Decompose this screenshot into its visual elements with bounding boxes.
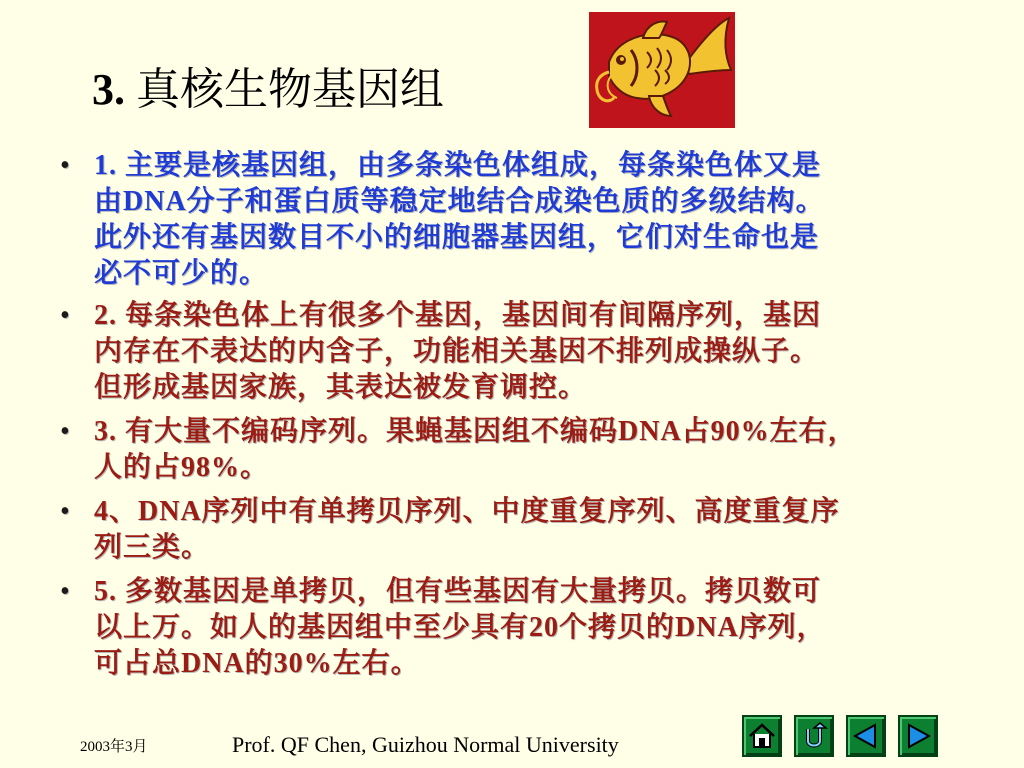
home-button[interactable] — [742, 715, 782, 757]
bullet-marker: • — [60, 576, 71, 607]
bullet-line — [94, 574, 990, 610]
bullet-marker: • — [60, 300, 71, 331]
bullet-line: 人的占98%。 — [94, 452, 270, 483]
return-button[interactable] — [794, 715, 834, 757]
footer-date: 2003年3月 — [80, 739, 148, 755]
bullet-marker: • — [60, 496, 71, 527]
fish-icon — [589, 12, 735, 128]
bullet-text: 主要是核基因组，由多条染色体组成，每条染色体又是 — [117, 150, 822, 181]
bullet-line — [94, 148, 990, 184]
bullet-number: 3. — [94, 416, 117, 447]
bullet-text: 多数基因是单拷贝，但有些基因有大量拷贝。拷贝数可 — [117, 576, 822, 607]
bullet-line: 必不可少的。 — [94, 258, 269, 289]
bullet-marker: • — [60, 150, 71, 181]
home-icon — [747, 721, 777, 751]
nav-buttons — [742, 715, 938, 757]
next-icon — [903, 721, 933, 751]
bullet-line: 列三类。 — [94, 532, 211, 563]
bullet-text: 、DNA序列中有单拷贝序列、中度重复序列、高度重复序 — [109, 496, 840, 527]
bullet-line: 可占总DNA的30%左右。 — [94, 648, 420, 679]
fish-logo — [589, 12, 735, 128]
bullet-line — [94, 298, 990, 334]
bullet-item-4 — [60, 494, 990, 566]
slide-title-text: 真核生物基因组 — [125, 65, 444, 114]
next-button[interactable] — [898, 715, 938, 757]
slide-title-number: 3. — [92, 65, 125, 114]
bullet-number: 2. — [94, 300, 117, 331]
bullet-text: 有大量不编码序列。果蝇基因组不编码DNA占90%左右， — [117, 416, 857, 447]
bullet-item-3 — [60, 414, 990, 486]
bullet-line: 由DNA分子和蛋白质等稳定地结合成染色质的多级结构。 — [94, 186, 825, 217]
bullet-line — [94, 494, 990, 530]
bullet-item-5 — [60, 574, 990, 682]
bullet-item-1 — [60, 148, 990, 292]
bullet-number: 5. — [94, 576, 117, 607]
bullet-list — [60, 148, 990, 682]
bullet-line — [94, 414, 990, 450]
bullet-line: 但形成基因家族，其表达被发育调控。 — [94, 372, 588, 403]
bullet-item-2 — [60, 298, 990, 406]
bullet-line: 以上万。如人的基因组中至少具有20个拷贝的DNA序列， — [94, 612, 826, 643]
bullet-line: 此外还有基因数目不小的细胞器基因组，它们对生命也是 — [94, 222, 820, 253]
bullet-marker: • — [60, 416, 71, 447]
footer-credit: Prof. QF Chen, Guizhou Normal University — [232, 732, 619, 757]
bullet-text: 每条染色体上有很多个基因，基因间有间隔序列，基因 — [117, 300, 822, 331]
bullet-number: 4 — [94, 496, 109, 527]
return-icon — [799, 721, 829, 751]
previous-icon — [851, 721, 881, 751]
slide-title — [92, 62, 444, 118]
bullet-number: 1. — [94, 150, 117, 181]
bullet-line: 内存在不表达的内含子，功能相关基因不排列成操纵子。 — [94, 336, 820, 367]
previous-button[interactable] — [846, 715, 886, 757]
